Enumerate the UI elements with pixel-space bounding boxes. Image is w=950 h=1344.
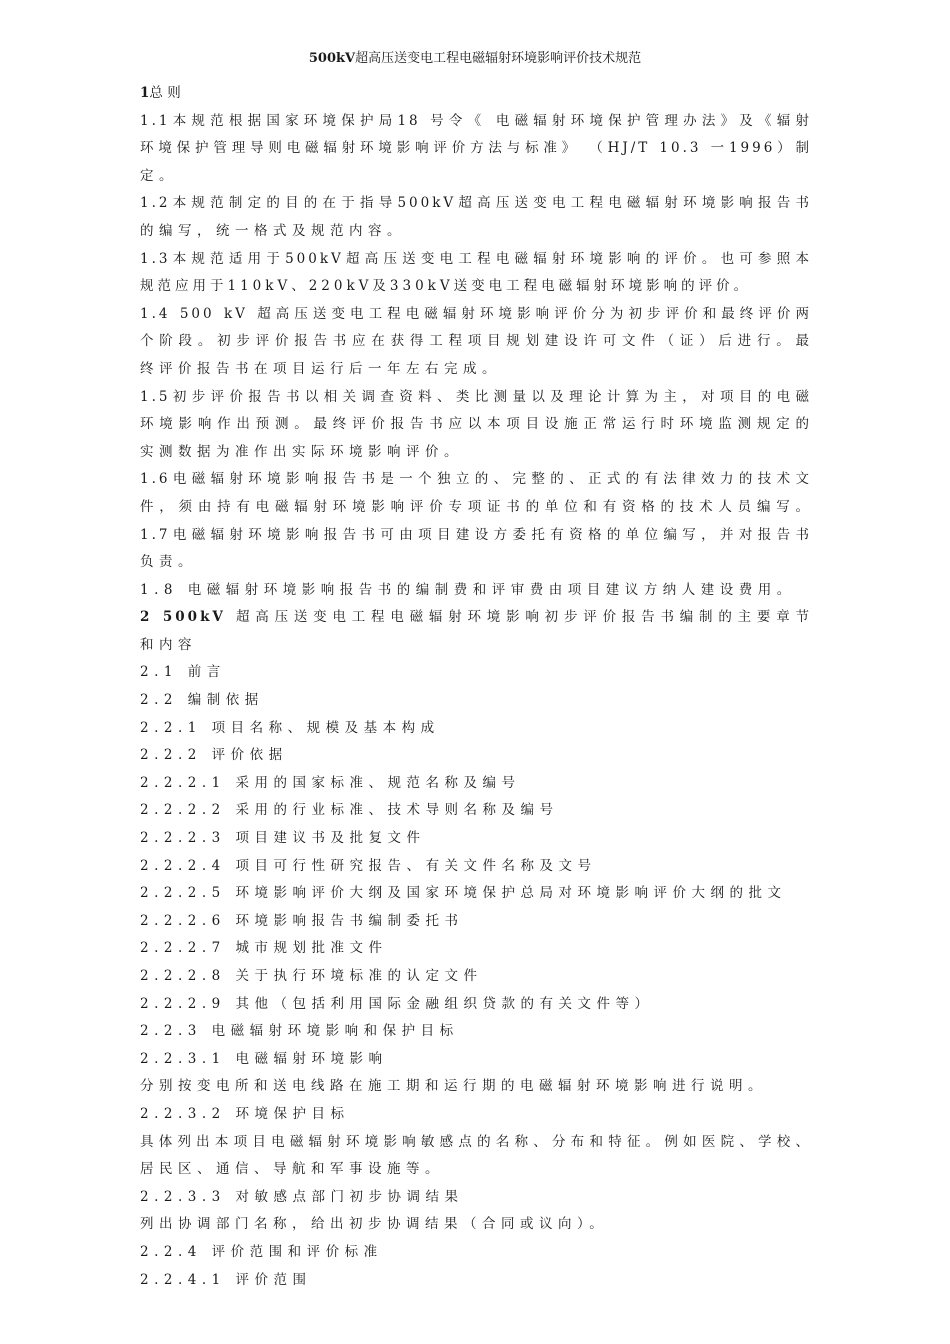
text-line (140, 218, 812, 246)
text-line (140, 908, 812, 936)
text-line (140, 715, 812, 743)
line-text: 1.4 500 kV 超高压送变电工程电磁辐射环境影响评价分为初步评价和最终评价两 (140, 305, 812, 322)
text-line (140, 549, 812, 577)
text-line (140, 935, 812, 963)
line-text: 列出协调部门名称，给出初步协调结果（合同或议向）。 (140, 1216, 609, 1233)
line-text: 居民区、通信、导航和军事设施等。 (140, 1161, 444, 1178)
line-text: 2.2.2.1 采用的国家标准、规范名称及编号 (140, 774, 521, 791)
line-text: 2.2.2.2 采用的行业标准、技术导则名称及编号 (140, 802, 559, 819)
line-text: 1.6电磁辐射环境影响报告书是一个独立的、完整的、正式的有法律效力的技术文 (140, 471, 812, 488)
line-text: 定。 (140, 167, 178, 184)
line-text: 1.8 电磁辐射环境影响报告书的编制费和评审费由项目建议方纳人建设费用。 (140, 581, 796, 598)
text-line (140, 825, 812, 853)
document-body (140, 80, 812, 1294)
line-text: 2.2 编制依据 (140, 692, 264, 709)
text-line (140, 1129, 812, 1157)
text-line (140, 80, 812, 108)
text-line (140, 411, 812, 439)
text-line (140, 522, 812, 550)
line-text: 2.2.2.3 项目建议书及批复文件 (140, 830, 426, 847)
text-line (140, 328, 812, 356)
text-line (140, 466, 812, 494)
text-line (140, 439, 812, 467)
line-text: 2.2.3.3 对敏感点部门初步协调结果 (140, 1188, 464, 1205)
line-text: 2.2.2.6 环境影响报告书编制委托书 (140, 912, 464, 929)
line-text: 1.1本规范根据国家环境保护局18 号令《 电磁辐射环境保护管理办法》及《辐射 (140, 112, 812, 129)
text-line (140, 853, 812, 881)
line-text: 2.2.2.7 城市规划批准文件 (140, 940, 388, 957)
line-text: 超高压送变电工程电磁辐射环境影响初步评价报告书编制的主要章节 (225, 609, 812, 626)
line-text: 2.2.3.1 电磁辐射环境影响 (140, 1050, 388, 1067)
line-bold-part: 2 500kV (140, 609, 226, 626)
document-title (0, 50, 950, 68)
title-bold-part: 500kV (308, 51, 356, 66)
line-text: 2.2.3.2 环境保护目标 (140, 1105, 350, 1122)
text-line (140, 604, 812, 632)
line-bold-part: 1 (140, 85, 150, 101)
text-line (140, 494, 812, 522)
text-line (140, 659, 812, 687)
text-line (140, 797, 812, 825)
line-text: 的编写，统一格式及规范内容。 (140, 222, 406, 239)
text-line (140, 991, 812, 1019)
title-text: 超高压送变电工程电磁辐射环境影响评价技术规范 (355, 51, 642, 66)
line-text: 环境影响作出预测。最终评价报告书应以本项目设施正常运行时环境监测规定的 (140, 416, 812, 433)
text-line (140, 384, 812, 412)
text-line (140, 963, 812, 991)
line-text: 2.1 前言 (140, 664, 226, 681)
text-line (140, 301, 812, 329)
text-line (140, 190, 812, 218)
text-line (140, 246, 812, 274)
text-line (140, 1101, 812, 1129)
line-text: 终评价报告书在项目运行后一年左右完成。 (140, 360, 501, 377)
line-text: 负责。 (140, 554, 197, 571)
text-line (140, 273, 812, 301)
text-line (140, 1018, 812, 1046)
text-line (140, 880, 812, 908)
text-line (140, 577, 812, 605)
text-line (140, 135, 812, 163)
text-line (140, 163, 812, 191)
text-line (140, 1239, 812, 1267)
line-text: 1.3本规范适用于500kV超高压送变电工程电磁辐射环境影响的评价。也可参照本 (140, 250, 812, 267)
text-line (140, 632, 812, 660)
text-line (140, 1156, 812, 1184)
line-text: 2.2.1 项目名称、规模及基本构成 (140, 719, 440, 736)
line-text: 总 则 (149, 85, 181, 101)
line-text: 2.2.4 评价范围和评价标准 (140, 1243, 383, 1260)
line-text: 2.2.2.8 关于执行环境标准的认定文件 (140, 968, 483, 984)
line-text: 分别按变电所和送电线路在施工期和运行期的电磁辐射环境影响进行说明。 (140, 1078, 767, 1095)
line-text: 2.2.3 电磁辐射环境影响和保护目标 (140, 1023, 459, 1040)
line-text: 2.2.2.4 项目可行性研究报告、有关文件名称及文号 (140, 857, 597, 874)
text-line (140, 1046, 812, 1074)
line-text: 2.2.4.1 评价范围 (140, 1271, 312, 1288)
line-text: 2.2.2 评价依据 (140, 747, 288, 764)
line-text: 1.5初步评价报告书以相关调查资料、类比测量以及理论计算为主，对项目的电磁 (140, 388, 812, 405)
line-text: 2.2.2.9 其他（包括利用国际金融组织贷款的有关文件等） (140, 995, 654, 1012)
text-line (140, 1267, 812, 1295)
line-text: 具体列出本项目电磁辐射环境影响敏感点的名称、分布和特征。例如医院、学校、 (140, 1133, 812, 1150)
line-text: 和内容 (140, 636, 197, 653)
line-text: 1.2本规范制定的目的在于指导500kV超高压送变电工程电磁辐射环境影响报告书 (140, 195, 812, 212)
text-line (140, 1184, 812, 1212)
text-line (140, 1211, 812, 1239)
text-line (140, 742, 812, 770)
line-text: 实测数据为准作出实际环境影响评价。 (140, 443, 463, 460)
line-text: 规范应用于110kV、220kV及330kV送变电工程电磁辐射环境影响的评价。 (140, 278, 752, 295)
text-line (140, 108, 812, 136)
text-line (140, 770, 812, 798)
text-line (140, 356, 812, 384)
text-line (140, 687, 812, 715)
line-text: 2.2.2.5 环境影响评价大纲及国家环境保护总局对环境影响评价大纲的批文 (140, 885, 787, 902)
line-text: 环境保护管理导则电磁辐射环境影响评价方法与标准》 （HJ/T 10.3 一1996）制 (140, 140, 812, 157)
text-line (140, 1073, 812, 1101)
line-text: 个阶段。初步评价报告书应在获得工程项目规划建设许可文件（证）后进行。最 (140, 333, 812, 350)
line-text: 1.7电磁辐射环境影响报告书可由项目建设方委托有资格的单位编写，并对报告书 (140, 526, 812, 543)
line-text: 件，须由持有电磁辐射环境影响评价专项证书的单位和有资格的技术人员编写。 (140, 498, 812, 515)
